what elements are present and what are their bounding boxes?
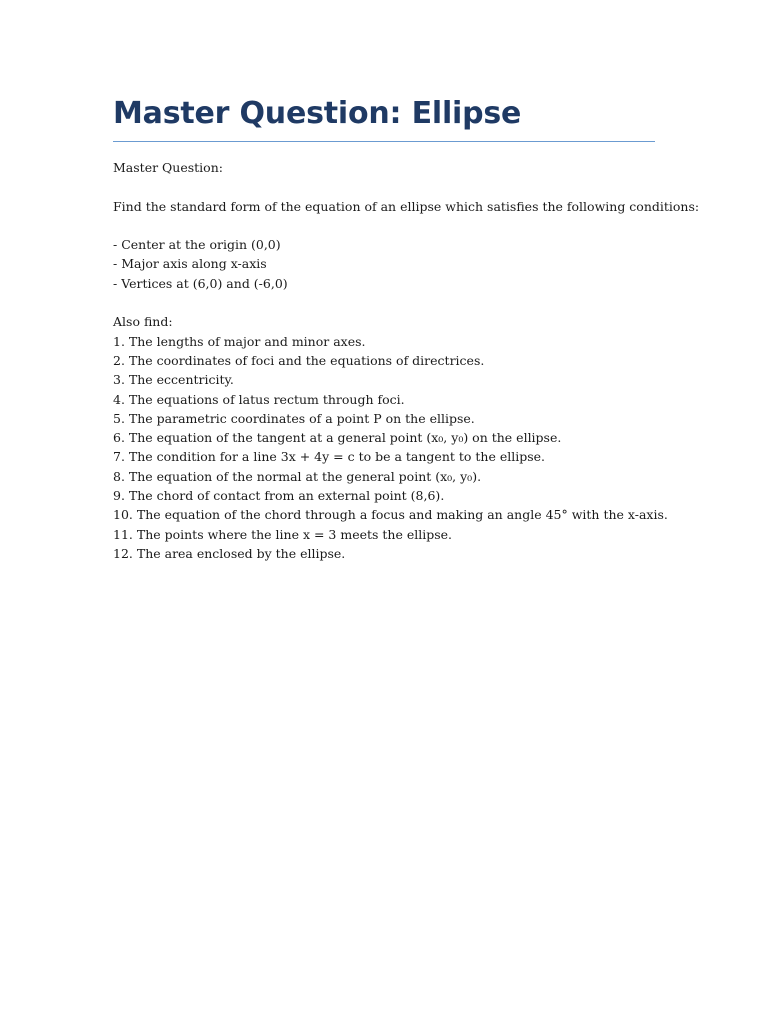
conditions-list — [113, 235, 655, 293]
condition-item: - Vertices at (6,0) and (-6,0) — [113, 275, 288, 291]
paragraph-gap — [113, 216, 655, 235]
task-item: 2. The coordinates of foci and the equations of directrices. — [113, 352, 485, 368]
intro-label: Master Question: — [113, 160, 223, 175]
task-item: 1. The lengths of major and minor axes. — [113, 333, 366, 349]
condition-item: - Major axis along x-axis — [113, 256, 267, 272]
task-item: 4. The equations of latus rectum through foci. — [113, 391, 405, 407]
task-item: 11. The points where the line x = 3 meets the ellipse. — [113, 526, 453, 542]
task-item: 8. The equation of the normal at the general point (x₀, y₀). — [113, 468, 482, 484]
document-page — [113, 94, 700, 563]
also-find-label: Also find: — [113, 314, 173, 330]
document-title: Master Question: Ellipse — [113, 94, 655, 142]
paragraph-gap — [113, 177, 655, 196]
task-item: 10. The equation of the chord through a focus and making an angle 45° with the x-axis. — [113, 507, 668, 523]
task-item: 12. The area enclosed by the ellipse. — [113, 545, 346, 561]
task-item: 7. The condition for a line 3x + 4y = c to be a tangent to the ellipse. — [113, 449, 546, 465]
document-body — [113, 158, 700, 563]
condition-item: - Center at the origin (0,0) — [113, 237, 281, 253]
task-item: 3. The eccentricity. — [113, 372, 234, 388]
task-item: 5. The parametric coordinates of a point P on the ellipse. — [113, 410, 475, 426]
task-item: 6. The equation of the tangent at a general point (x₀, y₀) on the ellipse. — [113, 430, 562, 446]
tasks-list — [113, 332, 668, 564]
task-item: 9. The chord of contact from an external point (8,6). — [113, 488, 445, 504]
paragraph-gap — [113, 293, 655, 312]
question-prompt: Find the standard form of the equation of an ellipse which satisfies the following conditions: — [113, 198, 700, 214]
